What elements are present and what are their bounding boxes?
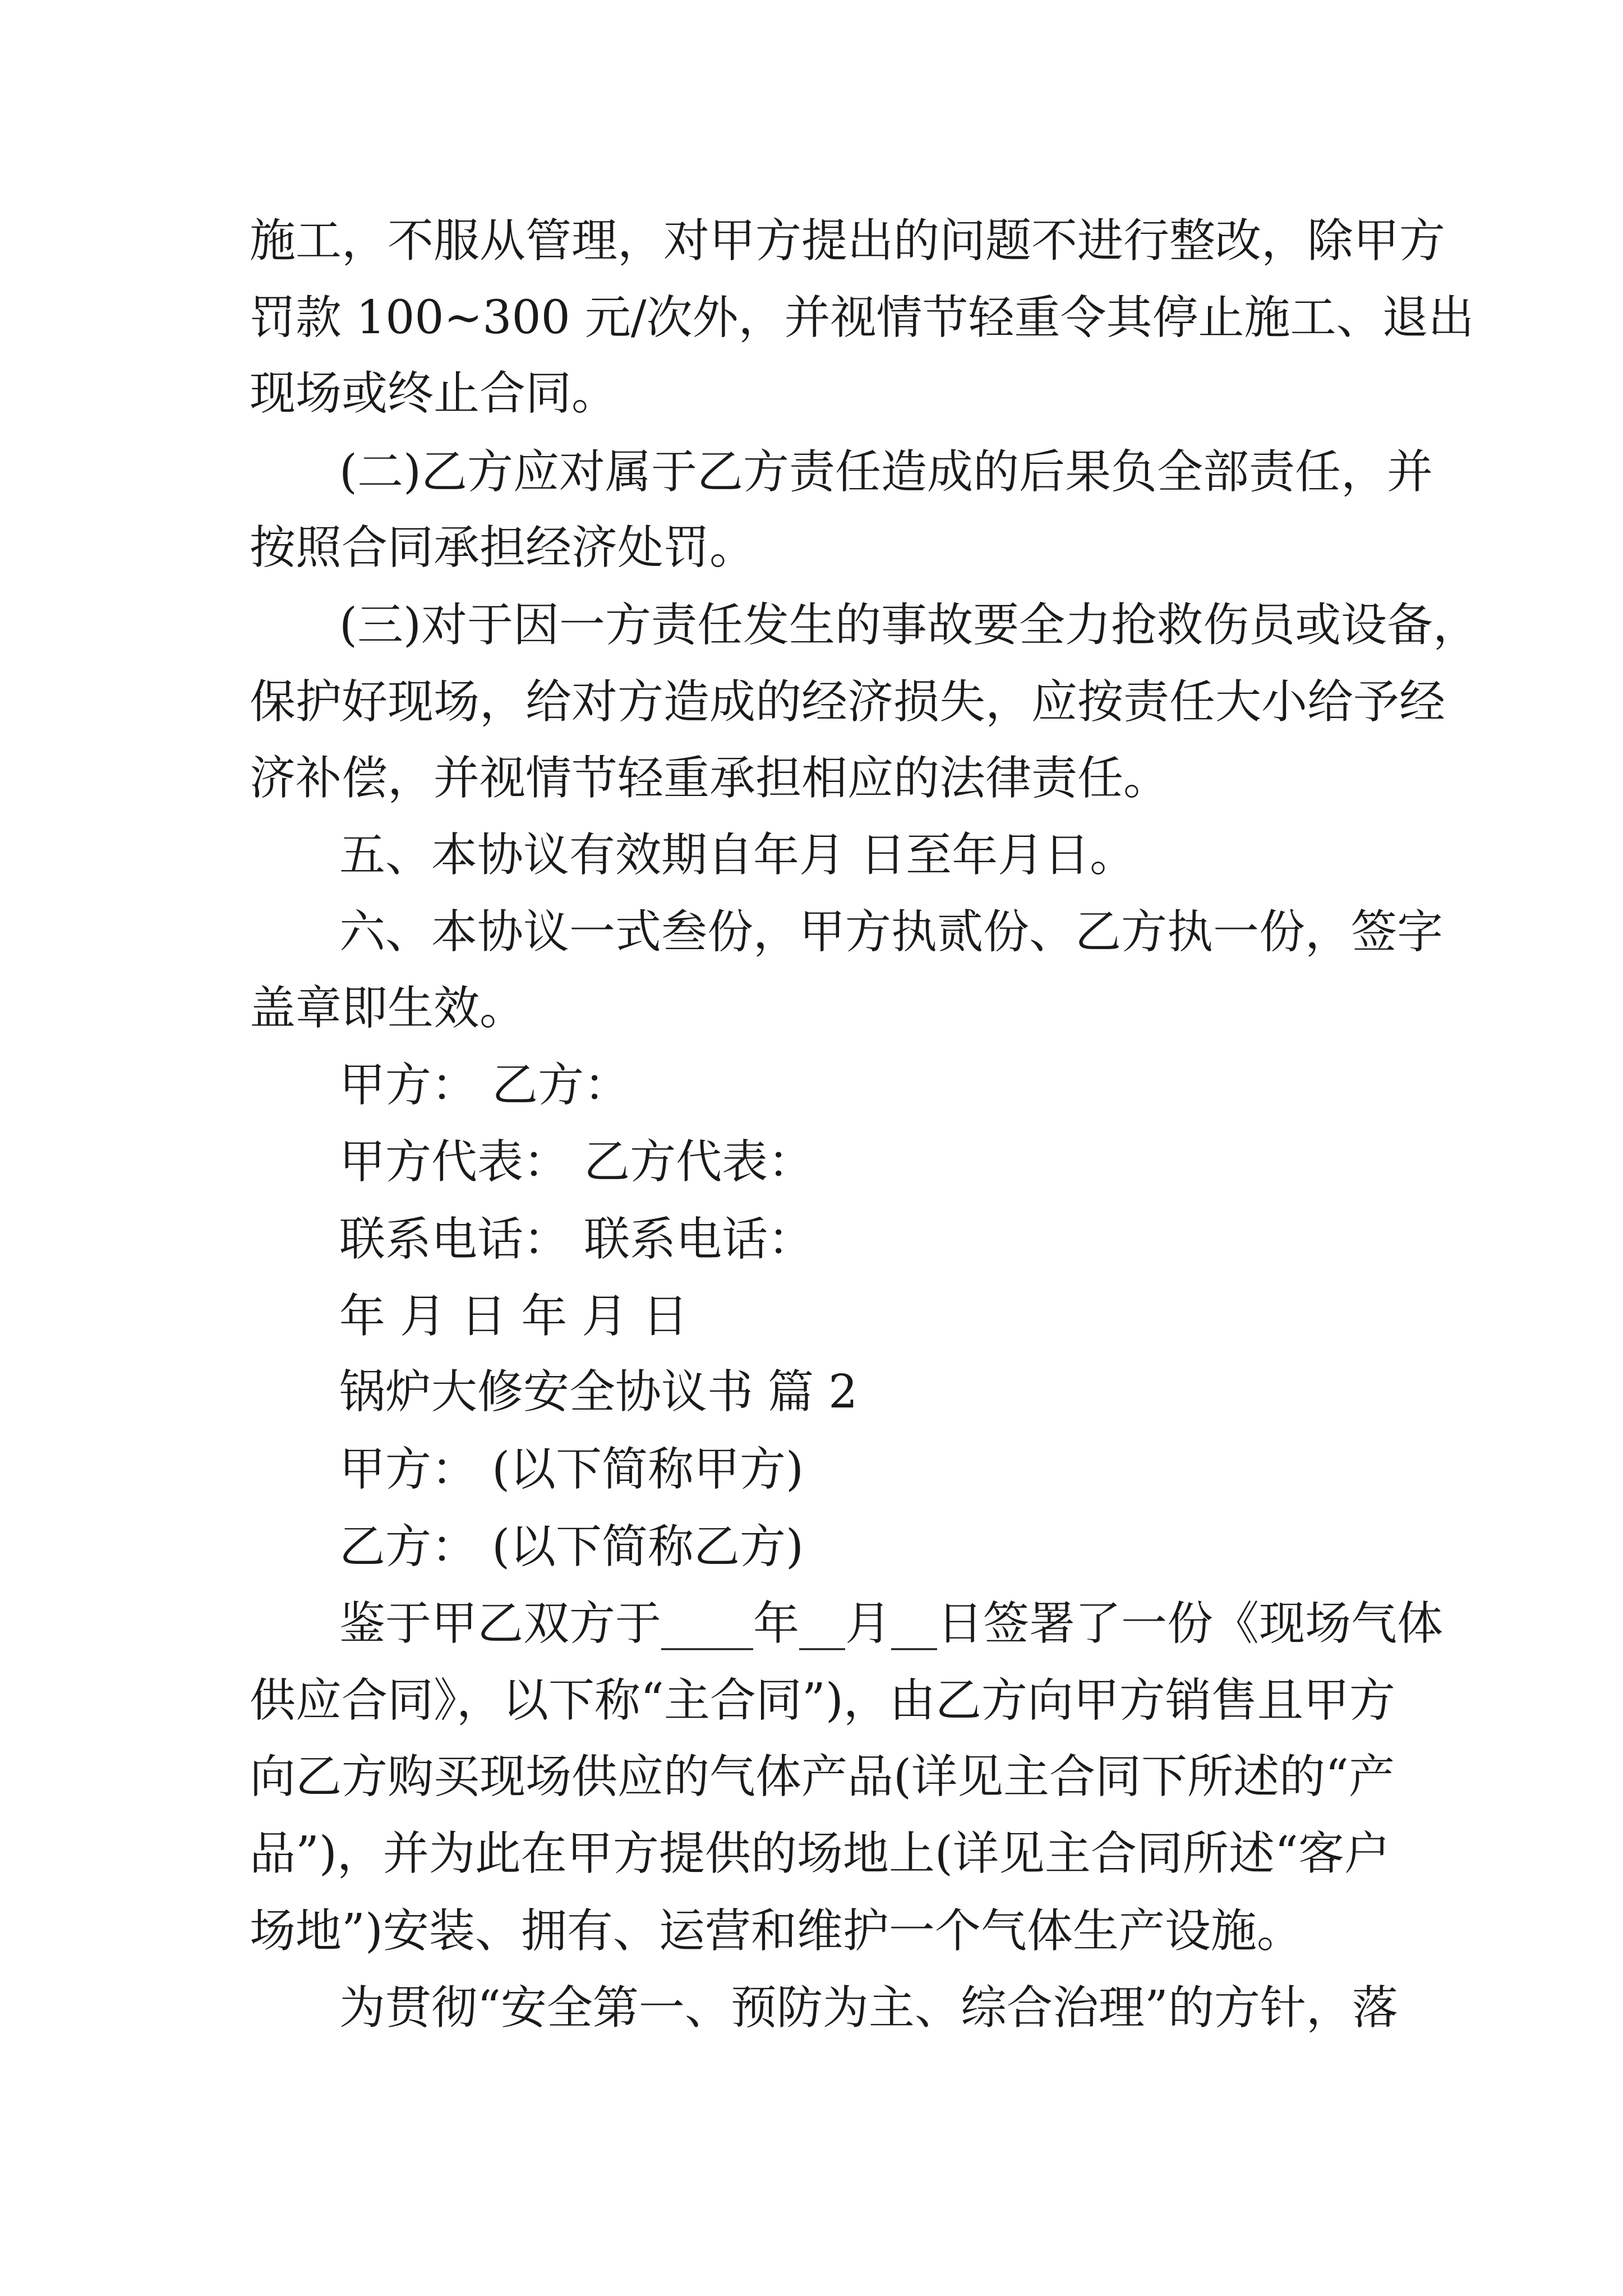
text-line-11: 盖章即生效。 xyxy=(250,982,526,1035)
text-line-2: 罚款 100~300 元/次外，并视情节轻重令其停止施工、退出 xyxy=(250,291,1474,344)
text-line-24: 为贯彻“安全第一、预防为主、综合治理”的方针，落 xyxy=(339,1981,1398,2035)
text-line-3: 现场或终止合同。 xyxy=(250,367,618,420)
text-line-21: 向乙方购买现场供应的气体产品(详见主合同下所述的“产 xyxy=(250,1750,1395,1803)
text-line-22: 品”)，并为此在甲方提供的场地上(详见主合同所述“客户 xyxy=(250,1827,1390,1880)
text-line-7: 保护好现场，给对方造成的经济损失，应按责任大小给予经 xyxy=(250,675,1446,729)
text-line-13: 甲方代表： 乙方代表： xyxy=(339,1135,814,1189)
text-line-23: 场地”)安装、拥有、运营和维护一个气体生产设施。 xyxy=(250,1904,1303,1958)
text-line-4: (二)乙方应对属于乙方责任造成的后果负全部责任，并 xyxy=(339,445,1433,499)
text-line-14: 联系电话： 联系电话： xyxy=(339,1213,814,1266)
text-line-5: 按照合同承担经济处罚。 xyxy=(250,521,756,574)
text-line-17: 甲方： (以下简称甲方) xyxy=(339,1443,804,1496)
text-line-19: 鉴于甲乙双方于____年__月__日签署了一份《现场气体 xyxy=(339,1597,1444,1650)
text-line-8: 济补偿，并视情节轻重承担相应的法律责任。 xyxy=(250,752,1170,805)
text-line-20: 供应合同》，以下称“主合同”)，由乙方向甲方销售且甲方 xyxy=(250,1674,1395,1727)
text-line-18: 乙方： (以下简称乙方) xyxy=(339,1520,804,1573)
text-line-12: 甲方： 乙方： xyxy=(339,1059,630,1112)
text-line-1: 施工，不服从管理，对甲方提出的问题不进行整改，除甲方 xyxy=(250,214,1446,268)
text-line-6: (三)对于因一方责任发生的事故要全力抢救伤员或设备， xyxy=(339,599,1479,652)
text-line-9: 五、本协议有效期自年月 日至年月日。 xyxy=(339,829,1136,882)
text-line-10: 六、本协议一式叁份，甲方执贰份、乙方执一份，签字 xyxy=(339,905,1444,959)
section-heading: 锅炉大修安全协议书 篇 2 xyxy=(339,1365,858,1419)
text-line-15: 年 月 日 年 月 日 xyxy=(339,1290,689,1343)
